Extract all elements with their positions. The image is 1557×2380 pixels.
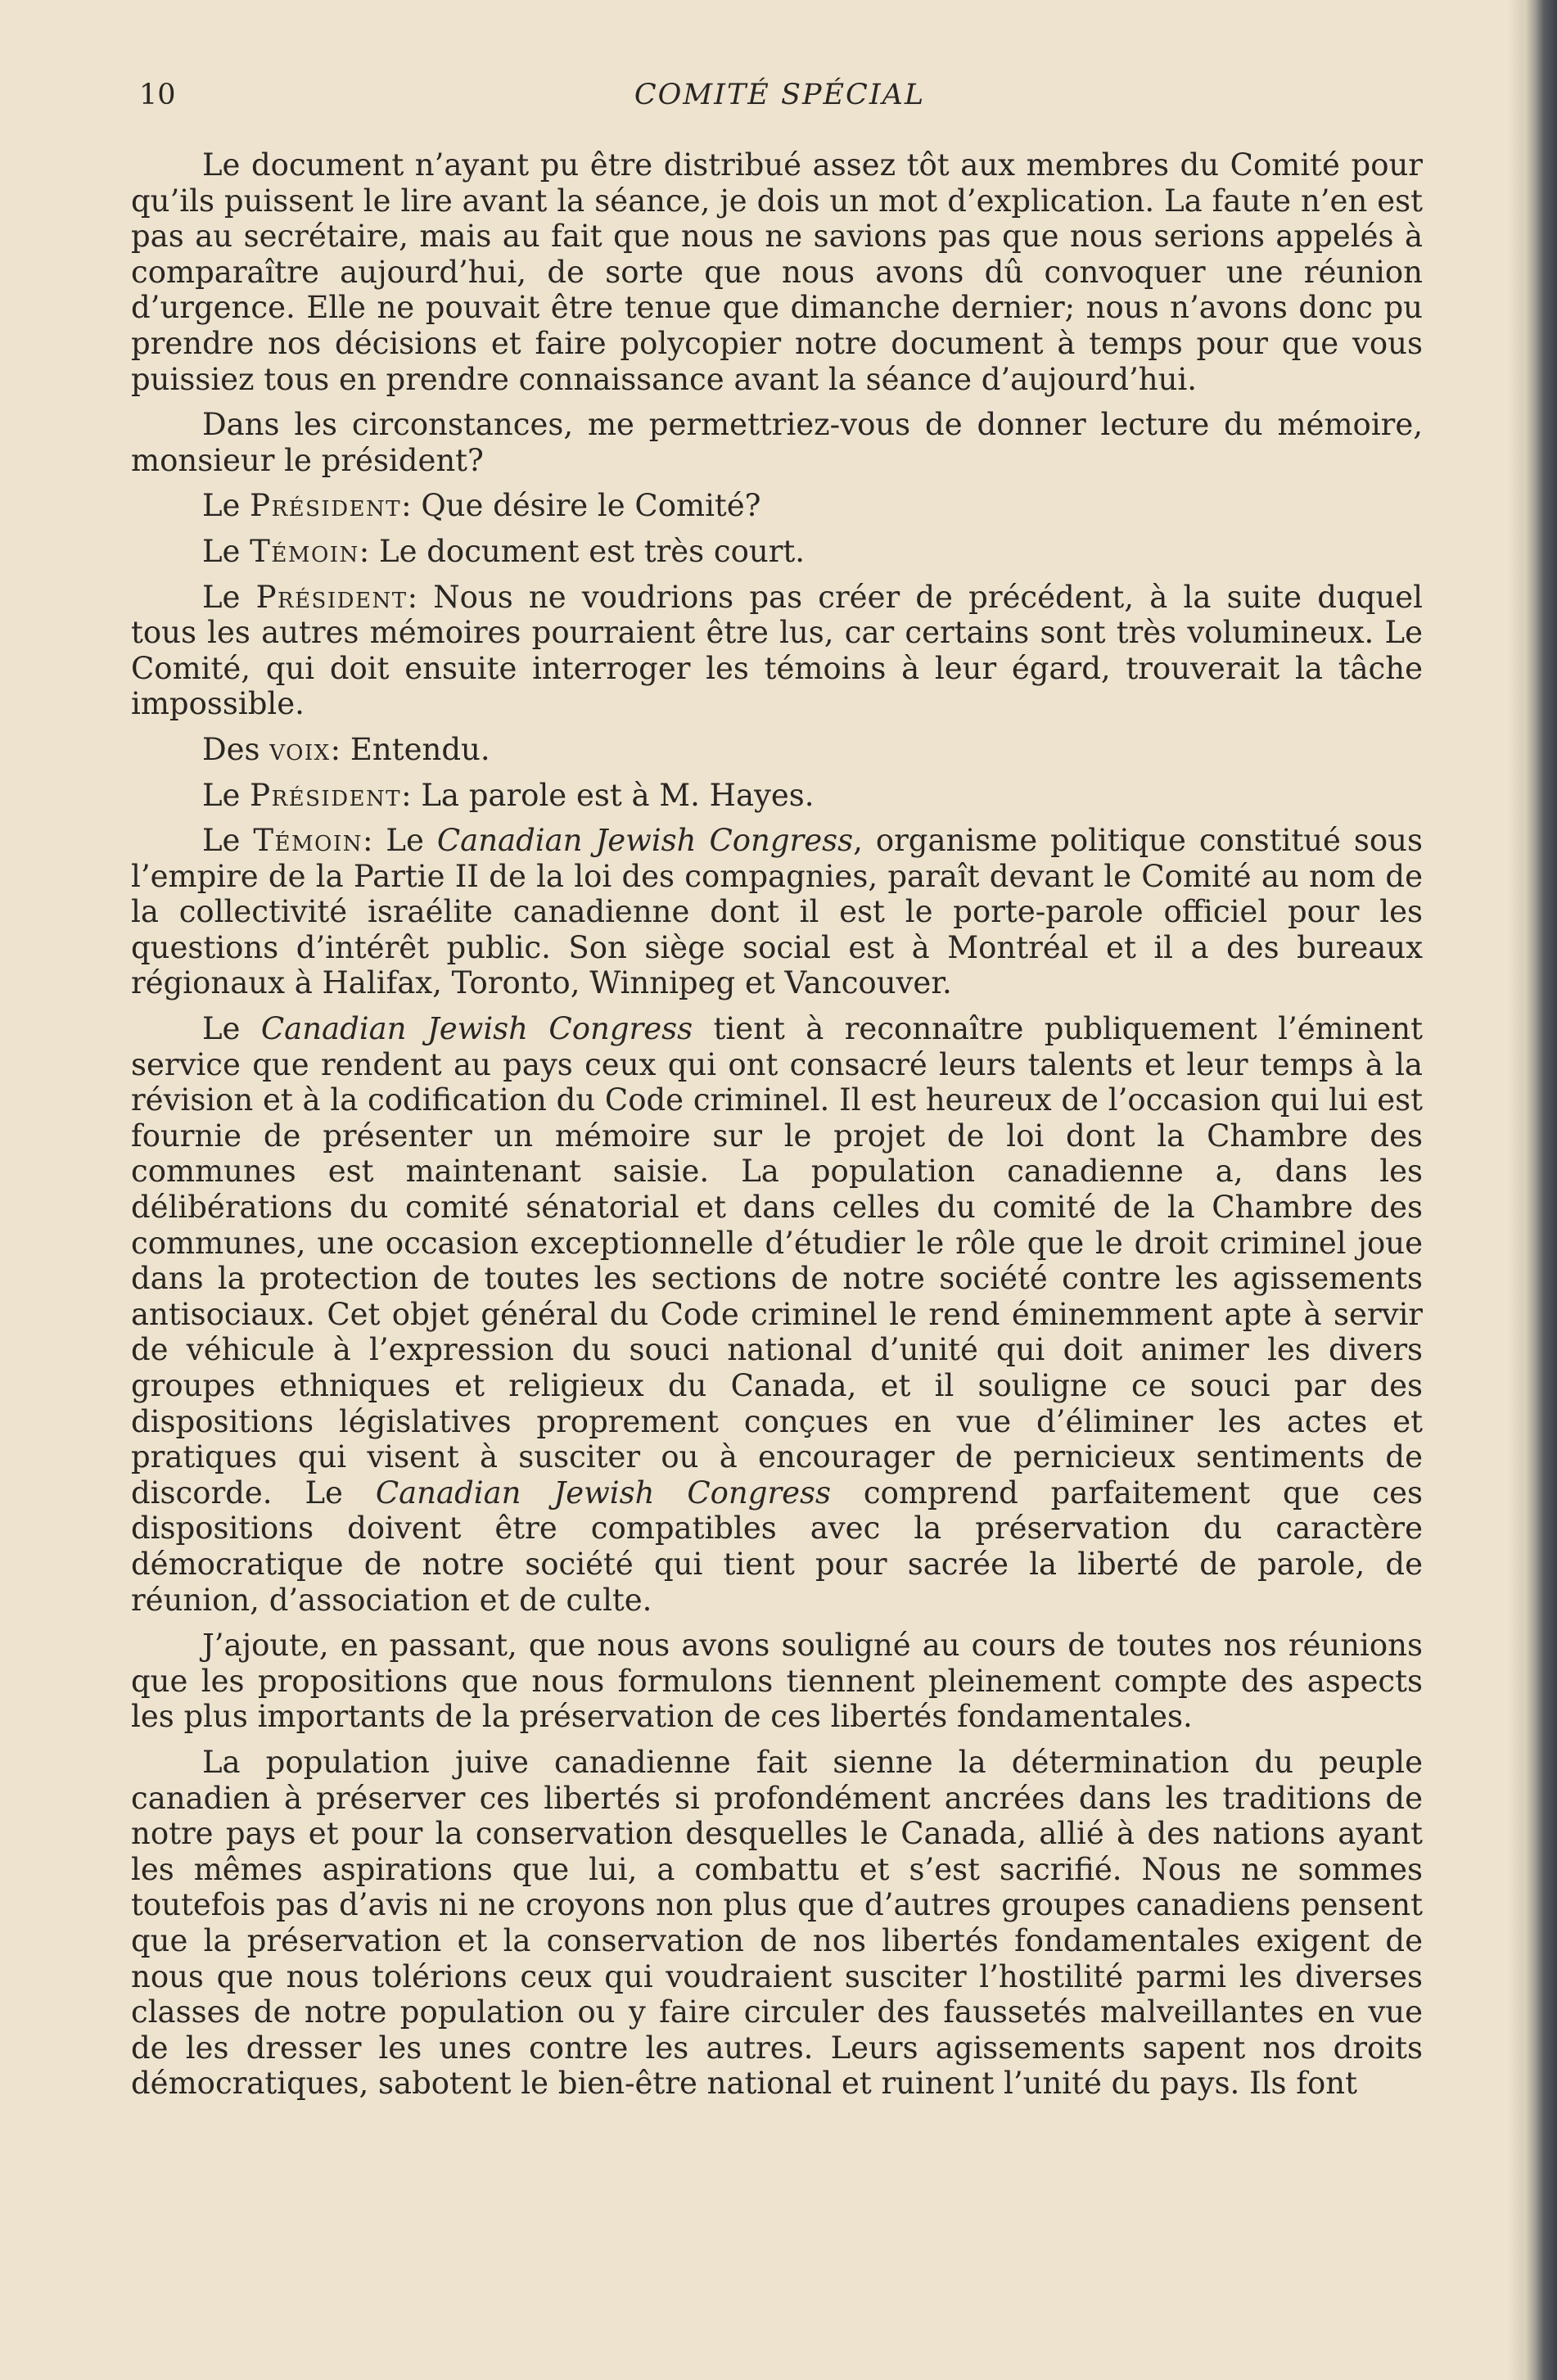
speaker-label: Président — [250, 777, 402, 813]
paragraph — [131, 147, 1423, 397]
paragraph — [131, 823, 1423, 1001]
paragraph-text: Le — [201, 533, 250, 569]
speaker-label: Président — [250, 488, 402, 524]
paragraph — [131, 534, 1423, 570]
paragraph — [131, 1628, 1423, 1735]
paragraph-text: La population juive canadienne fait sienne la détermination du peuple canadien à préserver ces libertés si profondément ancrées dans les traditions de notre pays et pour la conservation desquelles le Canada, allié à des nations ayant les mêmes aspirations que lui, a combattu et s’est sacrifié. Nous ne sommes toutefois pas d’avis ni ne croyons non plus que d’autres groupes canadiens pensent que la préservation et la conservation de nos libertés fondamentales exigent de nous que nous tolérions ceux qui voudraient susciter l’hostilité parmi les diverses classes de notre population ou y faire circuler des faussetés malveillantes en vue de les dresser les unes contre les autres. Leurs agissements sapent nos droits démocratiques, sabotent le bien-être national et ruinent l’unité du pays. Ils font — [131, 1744, 1423, 2102]
paragraph — [131, 778, 1423, 814]
paragraph-text: comprend parfaitement que ces dispositions doivent être compatibles avec la préservation du caractère démocratique de notre société qui tient pour sacrée la liberté de parole, de réunion, d’association et de culte. — [131, 1475, 1423, 1618]
page-number: 10 — [139, 79, 176, 111]
italic-name: Canadian Jewish Congress — [260, 1011, 693, 1047]
paragraph — [131, 1745, 1423, 2102]
paragraph-text: : La parole est à M. Hayes. — [401, 777, 815, 813]
paragraph-text: : Le document est très court. — [359, 533, 806, 569]
paragraph — [131, 732, 1423, 768]
paragraph-text: Le document n’ayant pu être distribué assez tôt aux membres du Comité pour qu’ils puissent le lire avant la séance, je dois un mot d’explication. La faute n’en est pas au secrétaire, mais au fait que nous ne savions pas que nous serions appelés à comparaître aujourd’hui, de sorte que nous avons dû convoquer une réunion d’urgence. Elle ne pouvait être tenue que dimanche dernier; nous n’avons donc pu prendre nos décisions et faire polycopier notre document à temps pour que vous puissiez tous en prendre connaissance avant la séance d’aujourd’hui. — [131, 147, 1423, 397]
speaker-label: voix — [269, 731, 331, 767]
paragraph-text: Le — [201, 579, 256, 615]
paragraph-text: Dans les circonstances, me permettriez-vous de donner lecture du mémoire, monsieur le président? — [131, 407, 1423, 478]
page-gutter-shadow — [1508, 0, 1524, 2380]
italic-name: Canadian Jewish Congress — [436, 823, 854, 859]
speaker-label: Témoin — [253, 823, 363, 859]
paragraph — [131, 580, 1423, 722]
paragraph-text: Le — [201, 1011, 261, 1047]
paragraph-text: J’ajoute, en passant, que nous avons souligné au cours de toutes nos réunions que les propositions que nous formulons tiennent pleinement compte des aspects les plus importants de la préservation de ces libertés fondamentales. — [131, 1628, 1423, 1735]
book-page-edge — [1524, 0, 1557, 2380]
paragraph — [131, 407, 1423, 478]
body-text — [131, 147, 1423, 2111]
speaker-label: Témoin — [250, 533, 359, 569]
paragraph — [131, 488, 1423, 524]
paragraph-text: Des — [201, 731, 270, 767]
paragraph-text: Le — [201, 777, 250, 813]
paragraph-text: : Que désire le Comité? — [401, 488, 761, 524]
paragraph-text: : Le — [362, 823, 437, 859]
paragraph — [131, 1011, 1423, 1618]
running-title: COMITÉ SPÉCIAL — [634, 79, 926, 111]
paragraph-text: Le — [201, 823, 254, 859]
speaker-label: Président — [255, 579, 408, 615]
paragraph-text: , organisme politique constitué sous l’empire de la Partie II de la loi des compagnies, paraît devant le Comité au nom de la collectivité israélite canadienne dont il est le porte-parole officiel pour les questions d’intérêt public. Son siège social est à Montréal et il a des bureaux régionaux à Halifax, Toronto, Winnipeg et Vancouver. — [131, 823, 1423, 1001]
italic-name: Canadian Jewish Congress — [375, 1475, 831, 1511]
page-header — [139, 79, 1420, 118]
paragraph-text: : Nous ne voudrions pas créer de précédent, à la suite duquel tous les autres mémoires pourraient être lus, car certains sont très volumineux. Le Comité, qui doit ensuite interroger les témoins à leur égard, trouverait la tâche impossible. — [131, 579, 1423, 722]
paragraph-text: Le — [201, 488, 250, 524]
paragraph-text: : Entendu. — [330, 731, 490, 767]
paragraph-text: tient à reconnaître publiquement l’éminent service que rendent au pays ceux qui ont consacré leurs talents et leur temps à la révision et à la codification du Code criminel. Il est heureux de l’occasion qui lui est fournie de présenter un mémoire sur le projet de loi dont la Chambre des communes est maintenant saisie. La population canadienne a, dans les délibérations du comité sénatorial et dans celles du comité de la Chambre des communes, une occasion exceptionnelle d’étudier le rôle que le droit criminel joue dans la protection de toutes les sections de notre société contre les agissements antisociaux. Cet objet général du Code criminel le rend éminemment apte à servir de véhicule à l’expression du souci national d’unité qui doit animer les divers groupes ethniques et religieux du Canada, et il souligne ce souci par des dispositions législatives proprement conçues en vue d’éliminer les actes et pratiques qui visent à susciter ou à encourager de pernicieux sentiments de discorde. Le — [131, 1011, 1423, 1511]
